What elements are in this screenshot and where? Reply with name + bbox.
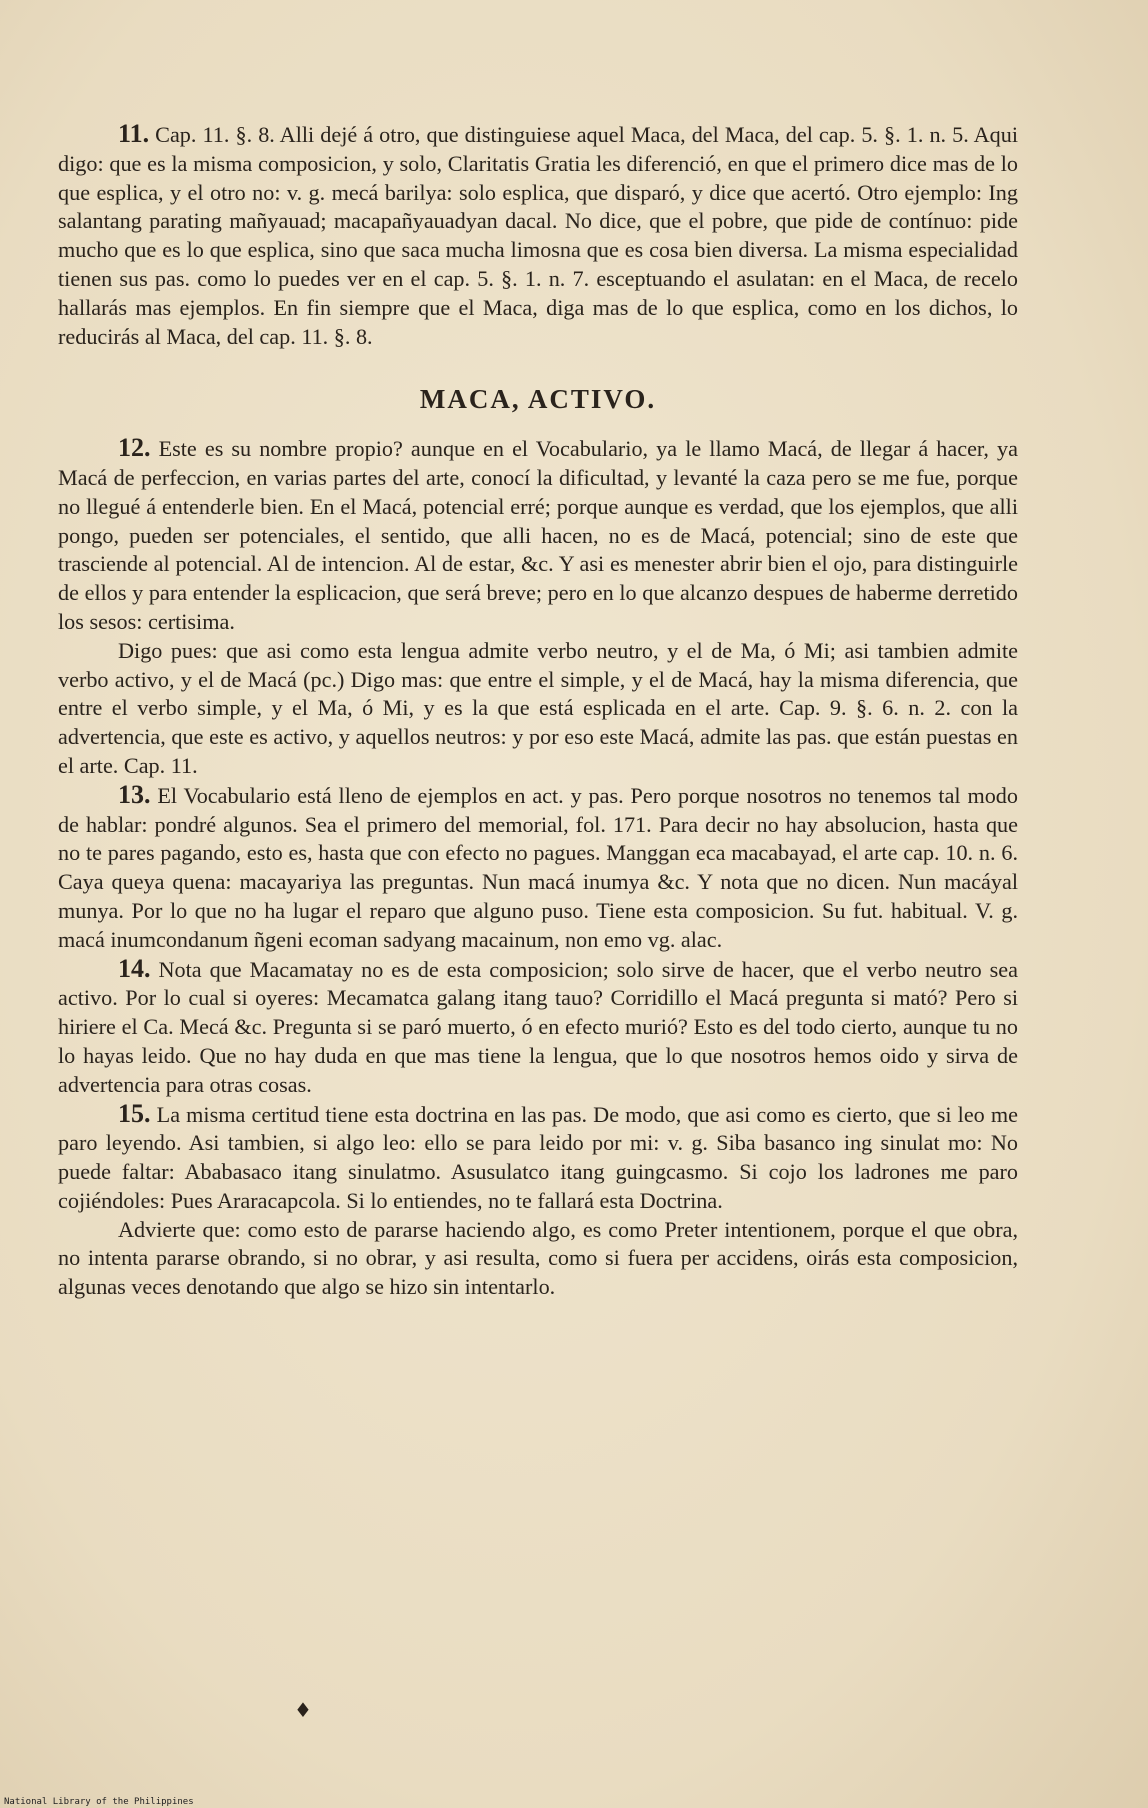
paragraph-number: 15. — [118, 1098, 151, 1128]
paragraph-text: El Vocabulario está lleno de ejemplos en act. y pas. Pero porque nosotros no tenemos tal modo de hablar: pondré algunos. Sea el primero del memorial, fol. 171. Para decir no hay absolucion, hasta que no te pares pagando, esto es, hasta que con efecto no pagues. Manggan eca macabayad, el arte cap. 10. n. 6. Caya queya quena: macayariya las preguntas. Nun macá inumya &c. Y nota que no dicen. Nun macáyal munya. Por lo que no ha lugar el reparo que alguno puso. Tiene esta composicion. Su fut. habitual. V. g. macá inumcondanum ñgeni ecoman sadyang macainum, non emo vg. alac. — [58, 782, 1018, 952]
paragraph-14 — [58, 955, 1018, 1100]
paragraph-12-continued: Digo pues: que asi como esta lengua admite verbo neutro, y el de Ma, ó Mi; asi tambien admite verbo activo, y el de Macá (pc.) Digo mas: que entre el simple, y el de Macá, hay la misma diferencia, que entre el verbo simple, y el Ma, ó Mi, y es la que está esplicada en el arte. Cap. 9. §. 6. n. 2. con la advertencia, que este es activo, y aquellos neutros: y por eso este Macá, admite las pas. que están puestas en el arte. Cap. 11. — [58, 637, 1018, 778]
paragraph-text: Nota que Macamatay no es de esta composicion; solo sirve de hacer, que el verbo neutro sea activo. Por lo cual si oyeres: Mecamatca galang itang tauo? Corridillo el Macá pregunta si mató? Pero si hiriere el Ca. Mecá &c. Pregunta si se paró muerto, ó en efecto murió? Esto es del todo cierto, aunque tu no lo hayas leido. Que no hay duda en que mas tiene la lengua, que lo que nosotros hemos oido y sirva de advertencia para otras cosas. — [58, 956, 1019, 1097]
paragraph-number: 13. — [118, 779, 151, 809]
paragraph-text: La misma certitud tiene esta doctrina en las pas. De modo, que asi como es cierto, que si leo me paro leyendo. Asi tambien, si algo leo: ello se para leido por mi: v. g. Siba basanco ing sinulat mo: No puede faltar: Ababasaco itang sinulatmo. Asusulatco itang guingcasmo. Si cojo los ladrones me paro cojiéndoles: Pues Araracapcola. Si lo entiendes, no te fallará esta Doctrina. — [58, 1101, 1018, 1213]
body-text — [58, 120, 1018, 1302]
paragraph-text: Este es su nombre propio? aunque en el Vocabulario, ya le llamo Macá, de llegar á hacer, ya Macá de perfeccion, en varias partes del arte, conocí la dificultad, y levanté la caza pero se me fue, porque no llegué á entenderle bien. En el Macá, potencial erré; porque aunque es verdad, que los ejemplos, que alli pongo, pueden ser potenciales, el sentido, que alli hacen, no es de Macá, potencial; sino de este que trasciende al potencial. Al de intencion. Al de estar, &c. Y asi es menester abrir bien el ojo, para distinguirle de ellos y para entender la esplicacion, que será breve; pero en lo que alcanzo despues de haberme derretido los sesos: certisima. — [58, 436, 1019, 634]
paragraph-text: Cap. 11. §. 8. Alli dejé á otro, que distinguiese aquel Maca, del Maca, del cap. 5. §. 1. n. 5. Aqui digo: que es la misma composicion, y solo, Claritatis Gratia les diferenció, en que el primero dice mas de lo que esplica, y el otro no: v. g. mecá barilya: solo esplica, que disparó, y dice que acertó. Otro ejemplo: Ing salantang parating mañyauad; macapañyauadyan dacal. No dice, que el pobre, que pide de contínuo: pide mucho que es lo que esplica, sino que saca mucha limosna que es cosa bien diversa. La misma especialidad tienen sus pas. como lo puedes ver en el cap. 5. §. 1. n. 7. esceptuando el asulatan: en el Maca, de recelo hallarás mas ejemplos. En fin siempre que el Maca, diga mas de lo que esplica, como en los dichos, lo reducirás al Maca, del cap. 11. §. 8. — [58, 122, 1019, 349]
paragraph-number: 11. — [118, 119, 150, 148]
paragraph-12 — [58, 434, 1018, 637]
paragraph-number: 14. — [118, 953, 151, 983]
library-footer: National Library of the Philippines — [4, 1797, 194, 1807]
page-mark: ♦ — [294, 1698, 312, 1722]
paragraph-number: 12. — [118, 433, 151, 463]
paragraph-15-continued: Advierte que: como esto de pararse haciendo algo, es como Preter intentionem, porque el que obra, no intenta pararse obrando, si no obrar, y asi resulta, como si fuera per accidens, oirás esta composicion, algunas veces denotando que algo se hizo sin intentarlo. — [58, 1216, 1018, 1300]
paragraph-13 — [58, 781, 1018, 955]
paragraph-11 — [58, 120, 1018, 351]
paragraph-15 — [58, 1100, 1018, 1216]
section-heading: MACA, ACTIVO. — [419, 384, 657, 415]
